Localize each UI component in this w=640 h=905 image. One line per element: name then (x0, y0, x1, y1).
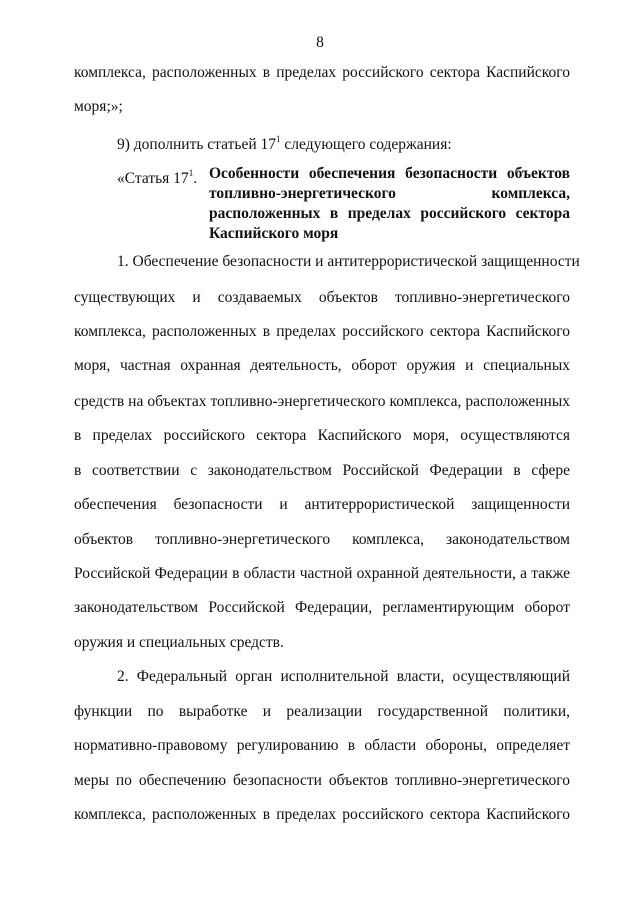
paragraph-1-line-1: 1. Обеспечение безопасности и антитеррористической защищенности (117, 253, 580, 270)
article-label: «Статья $17^1$. (117, 168, 198, 188)
paragraph-1-line-6: в пределах российского сектора Каспийского моря, осуществляются (74, 427, 570, 444)
paragraph-2-line-1: 2. Федеральный орган исполнительной власти, осуществляющий (117, 668, 570, 685)
article-title-line-2: топливно-энергетического комплекса, (209, 185, 570, 202)
paragraph-1-line-5: средств на объектах топливно-энергетического комплекса, расположенных (74, 393, 570, 410)
item-9 (117, 130, 570, 155)
item-9-superscript: 1 (276, 134, 281, 144)
intro-line-2: моря;»; (74, 98, 123, 115)
item-9-text-end: следующего содержания: (280, 136, 452, 154)
article-title (209, 164, 570, 244)
paragraph-2-line-4: меры по обеспечению безопасности объектов топливно-энергетического (74, 772, 570, 789)
article-title-line-4: Каспийского моря (209, 225, 339, 242)
paragraph-1-line-7: в соответствии с законодательством Российской Федерации в сфере (74, 462, 570, 479)
intro-line-1: комплекса, расположенных в пределах российского сектора Каспийского (74, 64, 570, 81)
page-number: 8 (316, 34, 324, 51)
paragraph-1-line-3: комплекса, расположенных в пределах российского сектора Каспийского (74, 323, 570, 340)
paragraph-1-line-10: Российской Федерации в области частной охранной деятельности, а также (74, 565, 570, 582)
paragraph-1-line-11: законодательством Российской Федерации, регламентирующим оборот (74, 599, 570, 616)
article-title-line-1: Особенности обеспечения безопасности объектов (209, 165, 570, 182)
paragraph-2-line-2: функции по выработке и реализации государственной политики, (74, 703, 570, 720)
paragraph-1-line-2: существующих и создаваемых объектов топливно-энергетического (74, 289, 570, 306)
paragraph-1-line-12: оружия и специальных средств. (74, 634, 284, 651)
article-superscript: 1 (188, 168, 194, 178)
paragraph-1-line-8: обеспечения безопасности и антитеррористической защищенности (74, 496, 570, 513)
article-title-line-3: расположенных в пределах российского сектора (209, 205, 570, 222)
paragraph-2-line-5: комплекса, расположенных в пределах российского сектора Каспийского (74, 806, 570, 823)
paragraph-2-line-3: нормативно-правовому регулированию в области обороны, определяет (74, 737, 570, 754)
paragraph-1-line-9: объектов топливно-энергетического комплекса, законодательством (74, 531, 570, 548)
paragraph-1-line-4: моря, частная охранная деятельность, оборот оружия и специальных (74, 357, 570, 374)
item-9-text: 9) дополнить статьей 17 (117, 136, 277, 154)
